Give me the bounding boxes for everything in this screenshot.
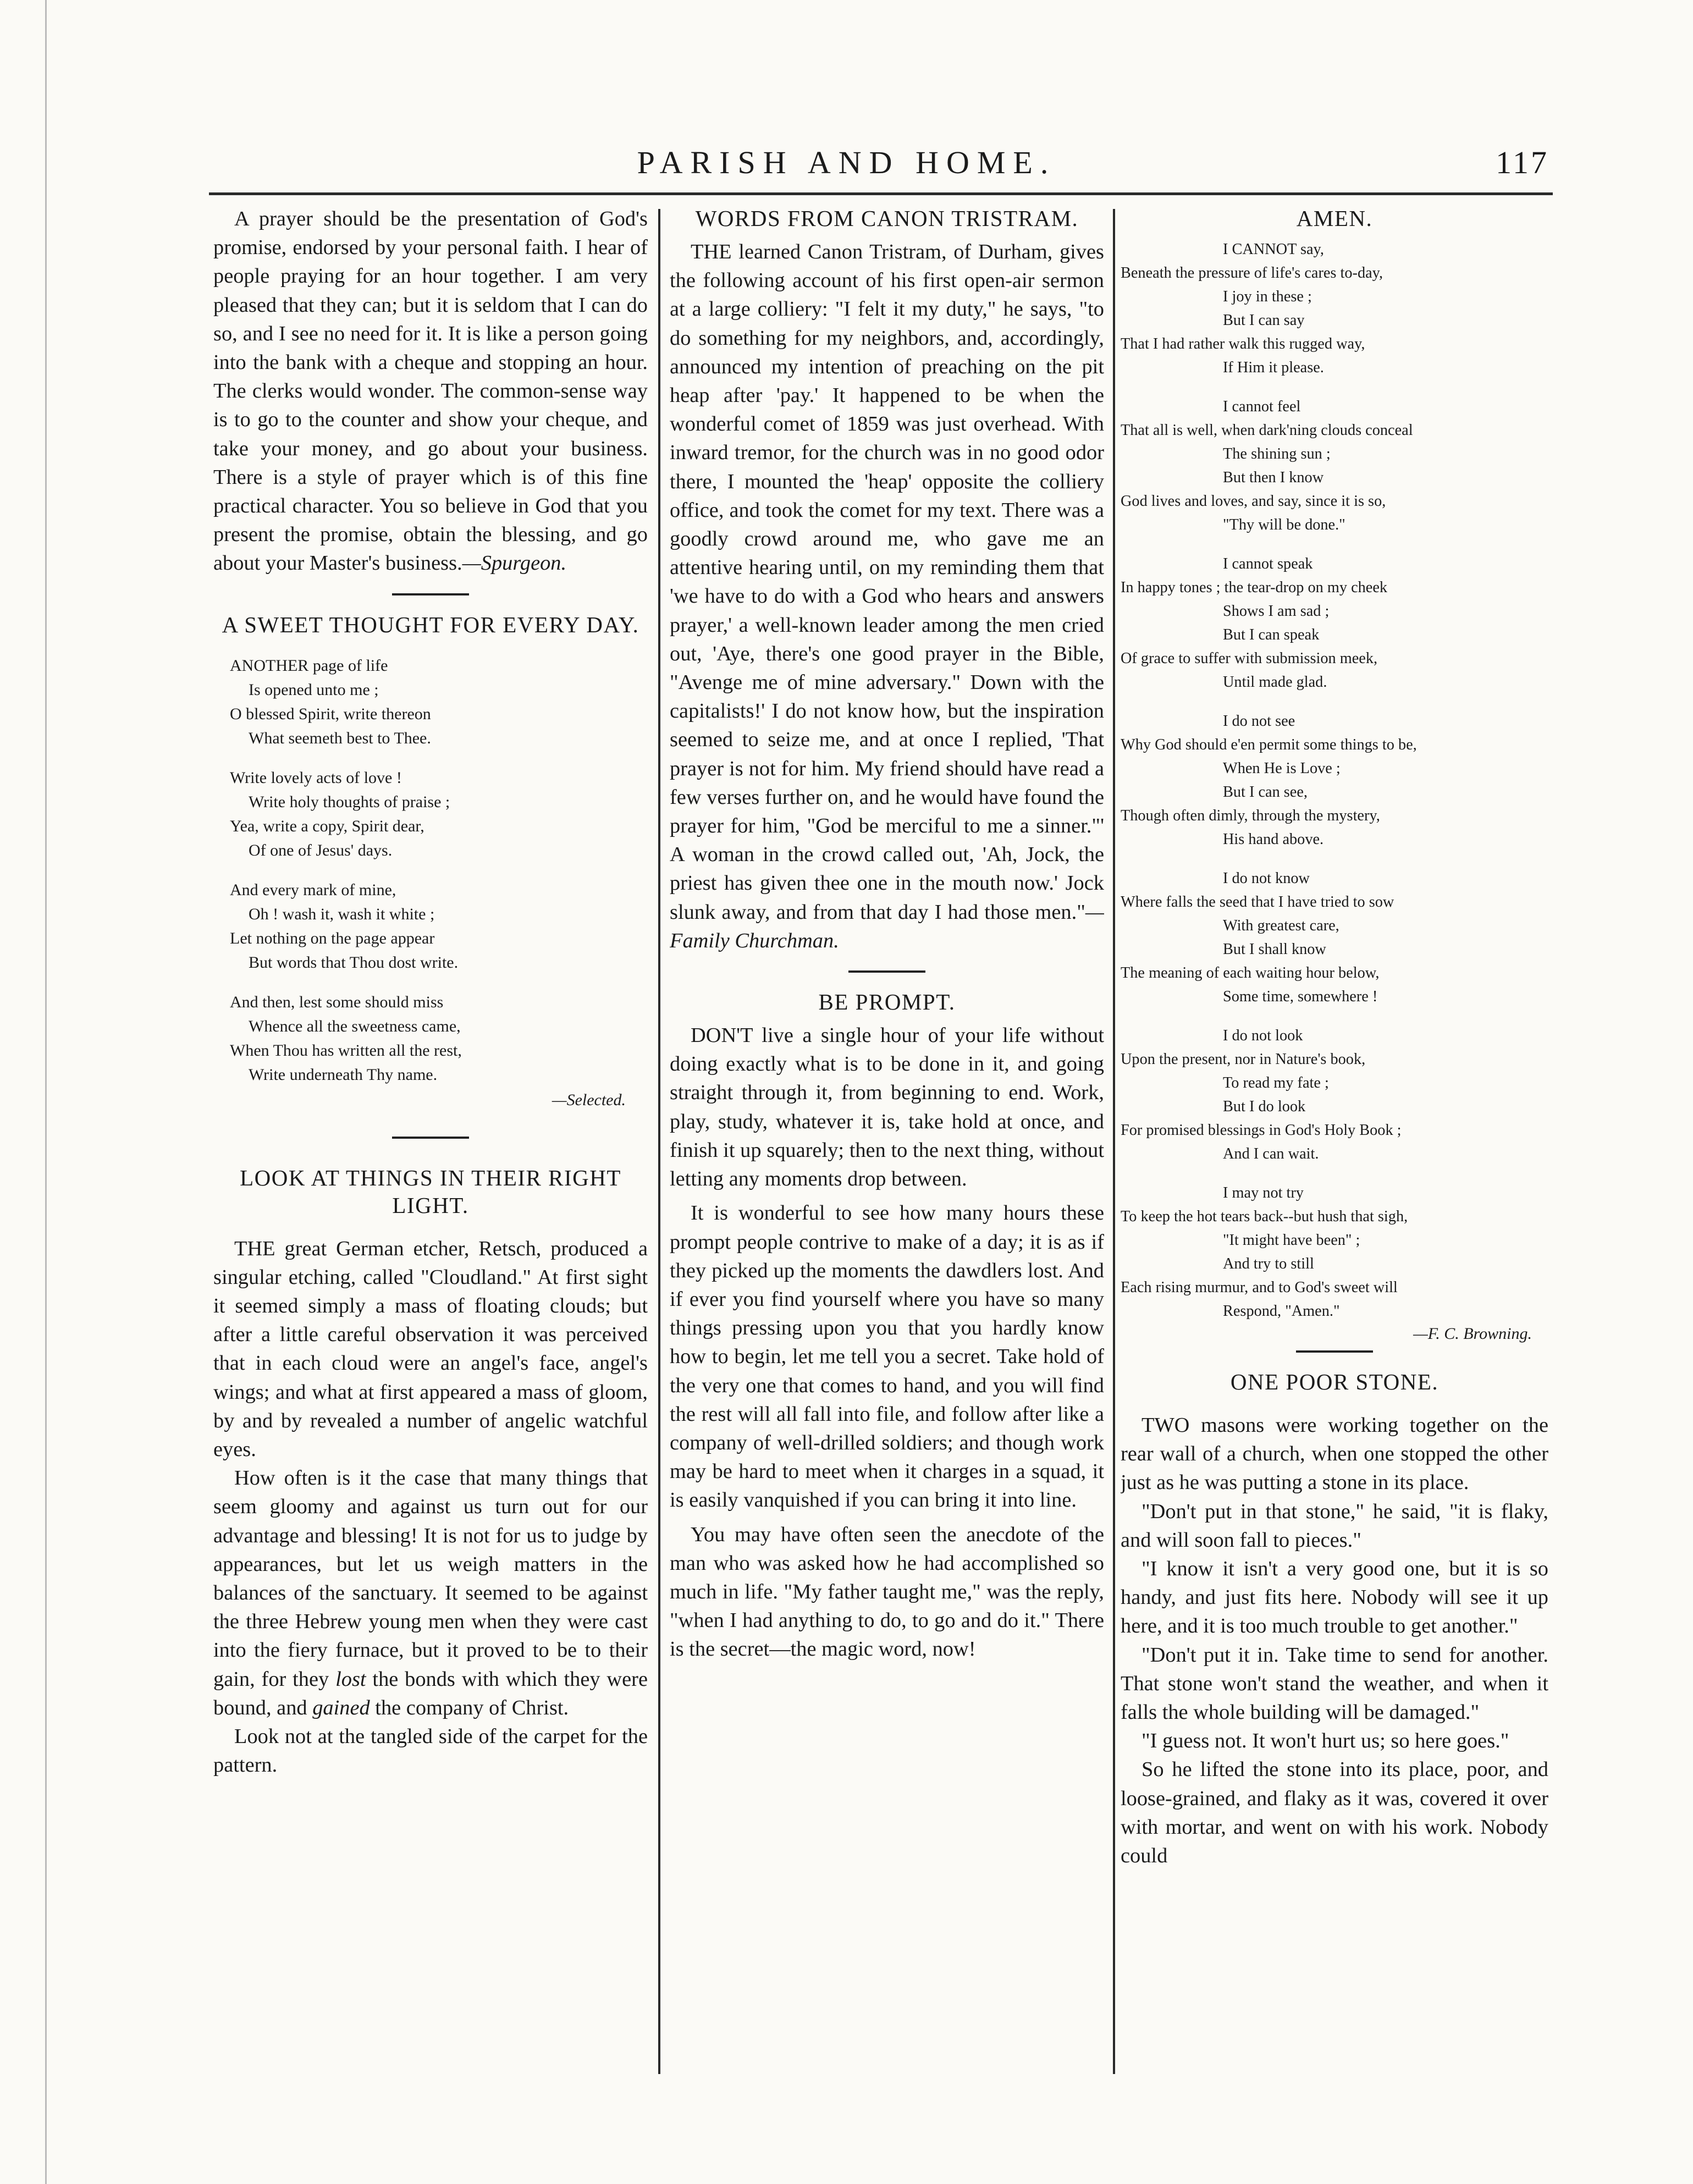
- poem-line: I do not look: [1223, 1027, 1303, 1044]
- poem-line: Though often dimly, through the mystery,: [1121, 807, 1380, 824]
- article-title: AMEN.: [1296, 206, 1373, 231]
- poem-stanza: [1121, 1181, 1548, 1323]
- poem-stanza: [230, 654, 648, 751]
- column-divider: [658, 209, 660, 2074]
- poem-line: I do not know: [1223, 870, 1310, 887]
- poem-line: Upon the present, nor in Nature's book,: [1121, 1051, 1366, 1068]
- poem-line: But I can see,: [1223, 784, 1308, 801]
- article-title: ONE POOR STONE.: [1230, 1369, 1439, 1394]
- poem-line: Yea, write a copy, Spirit dear,: [230, 817, 424, 835]
- poem-line: But I can speak: [1223, 626, 1320, 643]
- poem-line: And every mark of mine,: [230, 880, 396, 899]
- column-left: [213, 199, 648, 2069]
- poem-line: Why God should e'en permit some things to be,: [1121, 736, 1417, 753]
- poem-line: Write underneath Thy name.: [249, 1065, 438, 1084]
- poem-line: For promised blessings in God's Holy Book ;: [1121, 1122, 1402, 1139]
- poem-line: His hand above.: [1223, 831, 1324, 848]
- poem-line: I CANNOT say,: [1223, 241, 1324, 258]
- poem-line: Write holy thoughts of praise ;: [249, 792, 450, 811]
- article-paragraph: How often is it the case that many things that seem gloomy and against us turn out for our advantage and blessing! It is not for us to judge by appearances, but let us weigh matters in the balances of the sanctuary. It seemed to be against the three Hebrew young men when they were cast into the fiery furnace, but it proved to be to their gain, for they lost the bonds with which they were bound, and gained the company of Christ.: [213, 1466, 648, 1719]
- article-paragraph: So he lifted the stone into its place, poor, and loose-grained, and flaky as it was, covered it over with mortar, and went on with his work. Nobody could: [1121, 1758, 1548, 1868]
- attribution: —Family Churchman.: [670, 900, 1104, 952]
- poem-line: To keep the hot tears back--but hush that sigh,: [1121, 1208, 1408, 1225]
- poem-line: And try to still: [1223, 1255, 1314, 1272]
- article-paragraph: Look not at the tangled side of the carpet for the pattern.: [213, 1725, 648, 1777]
- poem-line: Of one of Jesus' days.: [249, 841, 393, 859]
- poem-stanza: [230, 766, 648, 863]
- poem-line: Each rising murmur, and to God's sweet will: [1121, 1279, 1398, 1296]
- article-paragraph: You may have often seen the anecdote of the man who was asked how he had accomplished so much in life. "My father taught me," was the reply, "when I had anything to do, to go and do it." There is the secret—the magic word, now!: [670, 1523, 1104, 1661]
- article-title: A SWEET THOUGHT FOR EVERY DAY.: [222, 611, 639, 637]
- column-middle: [670, 199, 1104, 2069]
- poem-line: But words that Thou dost write.: [249, 953, 459, 972]
- poem-line: ANOTHER page of life: [230, 656, 388, 675]
- poem-line: Some time, somewhere !: [1223, 988, 1378, 1005]
- poem-line: The meaning of each waiting hour below,: [1121, 964, 1380, 981]
- poem-line: I cannot feel: [1223, 398, 1301, 415]
- poem-line: I cannot speak: [1223, 555, 1313, 572]
- poem-stanza: [1121, 552, 1548, 694]
- poem-line: Whence all the sweetness came,: [249, 1017, 461, 1035]
- article-title: WORDS FROM CANON TRISTRAM.: [695, 206, 1079, 231]
- poem-stanza: [1121, 1024, 1548, 1166]
- poem-line: That all is well, when dark'ning clouds conceal: [1121, 422, 1413, 439]
- poem-line: Is opened unto me ;: [249, 680, 379, 699]
- column-divider: [1113, 209, 1115, 2074]
- poem: [213, 654, 648, 1111]
- poem-line: O blessed Spirit, write thereon: [230, 704, 431, 723]
- attribution: —F. C. Browning.: [1413, 1325, 1532, 1343]
- poem-line: I joy in these ;: [1223, 288, 1312, 305]
- poem-line: "It might have been" ;: [1223, 1232, 1360, 1249]
- attribution: —Selected.: [552, 1090, 626, 1109]
- poem-line: Let nothing on the page appear: [230, 929, 435, 947]
- article-paragraph: DON'T live a single hour of your life without doing exactly what is to be done in it, and going straight through it, from beginning to end. Work, play, study, whatever it is, take hold at once, and finish it up squarely; then to the next thing, without letting any moments drop between.: [670, 1024, 1104, 1191]
- poem-stanza: [1121, 238, 1548, 379]
- poem-line: But then I know: [1223, 469, 1324, 486]
- page-edge-line: [45, 0, 47, 2184]
- poem-line: I do not see: [1223, 713, 1295, 730]
- poem-line: In happy tones ; the tear-drop on my cheek: [1121, 579, 1388, 596]
- poem-line: With greatest care,: [1223, 917, 1339, 934]
- article-paragraph: THE learned Canon Tristram, of Durham, gives the following account of his first open-air sermon at a large colliery: "I felt it my duty," he says, "to do something for my neighbors, and, accordingly, announced my intention of preaching on the pit heap after 'pay.' It happened to be when the wonderful comet of 1859 was just overhead. With inward tremor, for the church was in no good odor there, I mounted the 'heap' opposite the colliery office, and took the comet for my text. There was a goodly crowd around me, who gave me an attentive hearing until, on my reminding them that 'we have to do with a God who hears and answers prayer,' a well-known leader among the men cried out, 'Aye, there's one good prayer in the Bible, "Avenge me of mine adversary." Down with the capitalists!' I do not know how, but the inspiration seemed to seize me, and at once I replied, 'That prayer is not for him. My friend should have read a few verses further on, and he would have found the prayer for him, "God be merciful to me a sinner."' A woman in the crowd called out, 'Ah, Jock, the priest has given thee one in the mouth now.' Jock slunk away, and from that day I had those men."—Family Churchman.: [670, 240, 1104, 952]
- poem-line: To read my fate ;: [1223, 1074, 1329, 1091]
- poem-line: Shows I am sad ;: [1223, 603, 1330, 620]
- poem-line: Beneath the pressure of life's cares to-day,: [1121, 264, 1383, 282]
- article-paragraph: "I know it isn't a very good one, but it is so handy, and just fits here. Nobody will see it up here, and it is too much trouble to get another.": [1121, 1557, 1548, 1638]
- poem-line: God lives and loves, and say, since it is so,: [1121, 493, 1386, 510]
- poem-line: What seemeth best to Thee.: [249, 729, 431, 747]
- poem-line: But I shall know: [1223, 941, 1326, 958]
- article-paragraph: TWO masons were working together on the rear wall of a church, when one stopped the other just as he was putting a stone in its place.: [1121, 1414, 1548, 1494]
- poem-line: When Thou has written all the rest,: [230, 1041, 462, 1060]
- poem-line: And then, lest some should miss: [230, 992, 444, 1011]
- poem-line: "Thy will be done.": [1223, 516, 1345, 533]
- poem-line: Oh ! wash it, wash it white ;: [249, 905, 435, 923]
- poem-stanza: [230, 990, 648, 1087]
- article-title: BE PROMPT.: [818, 989, 956, 1015]
- poem-line: Of grace to suffer with submission meek,: [1121, 650, 1378, 667]
- column-right: [1121, 199, 1548, 2069]
- poem-stanza: [1121, 395, 1548, 537]
- poem-line: Write lovely acts of love !: [230, 768, 402, 787]
- page-number: 117: [1496, 145, 1549, 180]
- article-title: LOOK AT THINGS IN THEIR RIGHT LIGHT.: [240, 1165, 621, 1218]
- poem-line: The shining sun ;: [1223, 445, 1331, 462]
- poem-line: But I do look: [1223, 1098, 1306, 1115]
- article-paragraph: "Don't put it in. Take time to send for another. That stone won't stand the weather, and when it falls the whole building will be damaged.": [1121, 1643, 1548, 1724]
- poem-stanza: [1121, 709, 1548, 851]
- attribution: —Spurgeon.: [462, 551, 567, 575]
- poem-line: And I can wait.: [1223, 1145, 1319, 1162]
- poem-line: If Him it please.: [1223, 359, 1324, 376]
- poem-line: Until made glad.: [1223, 674, 1327, 691]
- article-paragraph: "Don't put in that stone," he said, "it is flaky, and will soon fall to pieces.": [1121, 1499, 1548, 1552]
- article-paragraph: It is wonderful to see how many hours these prompt people contrive to make of a day; it is as if they picked up the moments the dawdlers lost. And if ever you find yourself where you have so many things pressing upon you that you hardly know how to begin, let me tell you a secret. Take hold of the very one that comes to hand, and you will find the rest will all fall into file, and follow after like a company of well-drilled soldiers; and though work may be hard to meet when it charges in a squad, it is easily vanquished if you can bring it into line.: [670, 1201, 1104, 1512]
- poem-line: Respond, "Amen.": [1223, 1303, 1340, 1320]
- poem-line: But I can say: [1223, 312, 1305, 329]
- poem-stanza: [230, 878, 648, 975]
- poem: [1121, 238, 1548, 1345]
- poem-line: That I had rather walk this rugged way,: [1121, 335, 1365, 352]
- poem-line: I may not try: [1223, 1184, 1304, 1201]
- poem-line: When He is Love ;: [1223, 760, 1341, 777]
- running-header-title: PARISH AND HOME.: [637, 145, 1056, 180]
- article-paragraph: A prayer should be the presentation of God's promise, endorsed by your personal faith. I hear of people praying for an hour together. I am very pleased that they can; but it is seldom that I can do so, and I see no need for it. It is like a person going into the bank with a cheque and stopping an hour. The clerks would wonder. The common-sense way is to go to the counter and show your cheque, and take your money, and go about your business. There is a style of prayer which is of this fine practical character. You so believe in God that you present the promise, obtain the blessing, and go about your Master's business.—Spurgeon.: [213, 207, 648, 575]
- article-paragraph: THE great German etcher, Retsch, produced a singular etching, called "Cloudland." At first sight it seemed simply a mass of floating clouds; but after a little careful observation it was perceived that in each cloud were an angel's face, angel's wings; and what at first appeared a mass of gloom, by and by revealed a number of angelic watchful eyes.: [213, 1237, 648, 1461]
- poem-line: Where falls the seed that I have tried to sow: [1121, 894, 1394, 911]
- article-paragraph: "I guess not. It won't hurt us; so here goes.": [1141, 1729, 1509, 1753]
- poem-stanza: [1121, 867, 1548, 1008]
- header-rule: [209, 192, 1553, 195]
